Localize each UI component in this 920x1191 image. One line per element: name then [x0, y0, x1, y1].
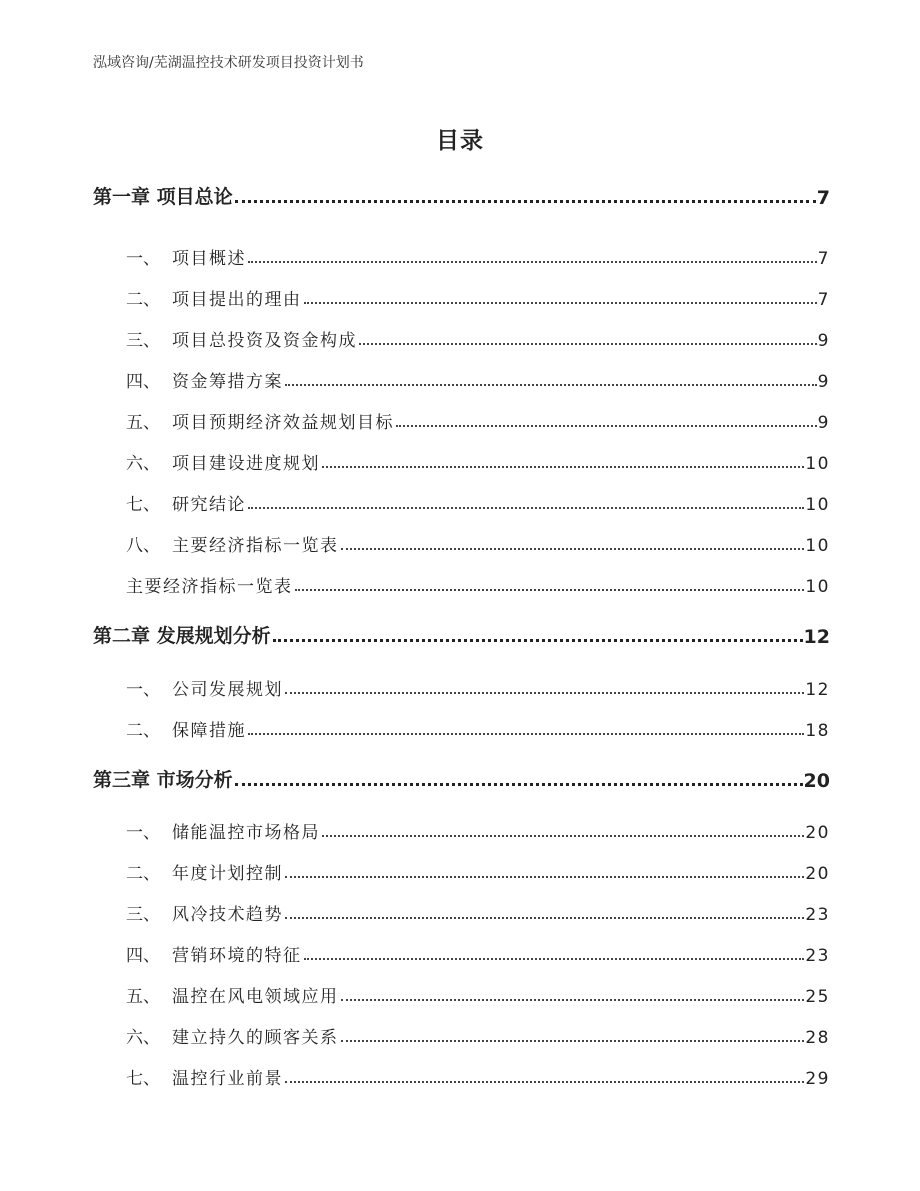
toc-entry-number: 五、: [126, 987, 160, 1007]
toc-section-entry[interactable]: [126, 325, 830, 351]
toc-page-number: 29: [805, 1069, 830, 1089]
running-header: 泓域咨询/芜湖温控技术研发项目投资计划书: [93, 55, 364, 71]
toc-page-number: 12: [805, 680, 830, 700]
toc-entry-text: 项目总投资及资金构成: [172, 331, 357, 351]
toc-section-entry[interactable]: [126, 940, 830, 966]
toc-entry-number: 二、: [126, 721, 160, 741]
toc-page-number: 18: [805, 721, 830, 741]
toc-entry-label: [126, 1064, 283, 1089]
toc-entry-label: [93, 182, 233, 209]
toc-entry-number: 二、: [126, 864, 160, 884]
toc-section-entry[interactable]: [126, 817, 830, 843]
toc-entry-number: 四、: [126, 946, 160, 966]
toc-page-number: 20: [805, 823, 830, 843]
dot-leader: [304, 958, 805, 960]
dot-leader: [235, 200, 816, 203]
dot-leader: [322, 835, 804, 837]
dot-leader: [235, 783, 803, 786]
toc-entry-text: 建立持久的顾客关系: [172, 1028, 339, 1048]
toc-entry-label: [126, 572, 293, 597]
toc-entry-label: [126, 716, 246, 741]
toc-page-number: 7: [817, 249, 830, 269]
toc-entry-number: 三、: [126, 905, 160, 925]
toc-page-number: 9: [817, 331, 830, 351]
dot-leader: [295, 589, 805, 591]
toc-entry-text: 主要经济指标一览表: [172, 536, 339, 556]
toc-entry-number: 一、: [126, 680, 160, 700]
toc-entry-text: 项目提出的理由: [172, 290, 302, 310]
toc-entry-text: 公司发展规划: [172, 680, 283, 700]
toc-page-number: 7: [816, 187, 830, 209]
toc-page-number: 10: [805, 495, 830, 515]
toc-chapter-entry[interactable]: [93, 183, 830, 209]
toc-entry-number: 四、: [126, 372, 160, 392]
toc-entry-number: 二、: [126, 290, 160, 310]
dot-leader: [285, 692, 804, 694]
toc-section-entry[interactable]: [126, 674, 830, 700]
toc-entry-label: [126, 900, 283, 925]
dot-leader: [285, 876, 804, 878]
toc-entry-label: [93, 621, 271, 648]
toc-entry-label: [126, 408, 394, 433]
toc-page-number: 23: [805, 946, 830, 966]
toc-section-entry[interactable]: [126, 530, 830, 556]
toc-chapter-entry[interactable]: [93, 622, 830, 648]
toc-entry-label: [126, 941, 302, 966]
toc-entry-text: 项目概述: [172, 249, 246, 269]
toc-section-entry[interactable]: [126, 448, 830, 474]
toc-entry-text: 第一章 项目总论: [93, 186, 233, 208]
toc-entry-number: 七、: [126, 1069, 160, 1089]
toc-section-entry[interactable]: [126, 715, 830, 741]
dot-leader: [322, 466, 804, 468]
toc-entry-text: 温控在风电领域应用: [172, 987, 339, 1007]
toc-section-entry[interactable]: [126, 284, 830, 310]
toc-page-number: 7: [817, 290, 830, 310]
toc-entry-label: [126, 285, 302, 310]
toc-entry-text: 研究结论: [172, 495, 246, 515]
toc-section-entry[interactable]: [126, 489, 830, 515]
toc-entry-number: 五、: [126, 413, 160, 433]
toc-entry-number: 七、: [126, 495, 160, 515]
toc-section-entry[interactable]: [126, 243, 830, 269]
toc-entry-label: [126, 859, 283, 884]
toc-entry-text: 保障措施: [172, 721, 246, 741]
toc-section-entry[interactable]: [126, 899, 830, 925]
toc-entry-number: 一、: [126, 249, 160, 269]
toc-section-entry[interactable]: [126, 981, 830, 1007]
toc-entry-text: 风冷技术趋势: [172, 905, 283, 925]
toc-entry-text: 第二章 发展规划分析: [93, 625, 271, 647]
toc-entry-number: 六、: [126, 454, 160, 474]
dot-leader: [341, 548, 805, 550]
page-title: 目录: [436, 128, 484, 154]
toc-section-entry[interactable]: [126, 407, 830, 433]
toc-page-number: 9: [817, 372, 830, 392]
toc-entry-label: [126, 244, 246, 269]
toc-entry-text: 储能温控市场格局: [172, 823, 320, 843]
toc-entry-label: [126, 367, 283, 392]
toc-entry-text: 项目预期经济效益规划目标: [172, 413, 394, 433]
toc-page-number: 28: [805, 1028, 830, 1048]
toc-entry-label: [126, 449, 320, 474]
toc-section-entry[interactable]: [126, 366, 830, 392]
toc-section-entry[interactable]: [126, 1022, 830, 1048]
toc-entry-number: 八、: [126, 536, 160, 556]
dot-leader: [341, 1040, 805, 1042]
toc-entry-number: 一、: [126, 823, 160, 843]
dot-leader: [248, 733, 804, 735]
toc-entry-label: [126, 982, 339, 1007]
toc-entry-label: [126, 818, 320, 843]
toc-entry-label: [126, 490, 246, 515]
dot-leader: [285, 917, 804, 919]
dot-leader: [248, 261, 817, 263]
toc-entry-label: [126, 531, 339, 556]
toc-entry-label: [126, 326, 357, 351]
dot-leader: [248, 507, 804, 509]
toc-entry-label: [93, 765, 233, 792]
toc-entry-text: 资金筹措方案: [172, 372, 283, 392]
toc-entry-text: 年度计划控制: [172, 864, 283, 884]
toc-page-number: 25: [805, 987, 830, 1007]
toc-section-entry[interactable]: [126, 571, 830, 597]
dot-leader: [285, 384, 817, 386]
dot-leader: [304, 302, 817, 304]
toc-entry-text: 主要经济指标一览表: [126, 577, 293, 597]
toc-entry-number: 三、: [126, 331, 160, 351]
toc-entry-text: 第三章 市场分析: [93, 769, 233, 791]
toc-page-number: 10: [805, 536, 830, 556]
toc-entry-label: [126, 675, 283, 700]
toc-page-number: 9: [817, 413, 830, 433]
toc-entry-text: 项目建设进度规划: [172, 454, 320, 474]
toc-page-number: 10: [805, 454, 830, 474]
toc-page-number: 20: [805, 864, 830, 884]
toc-section-entry[interactable]: [126, 858, 830, 884]
toc-entry-label: [126, 1023, 339, 1048]
toc-page-number: 20: [803, 770, 830, 792]
dot-leader: [273, 639, 803, 642]
toc-chapter-entry[interactable]: [93, 766, 830, 792]
toc-section-entry[interactable]: [126, 1063, 830, 1089]
toc-entry-number: 六、: [126, 1028, 160, 1048]
toc-page-number: 23: [805, 905, 830, 925]
toc-entry-text: 温控行业前景: [172, 1069, 283, 1089]
dot-leader: [285, 1081, 804, 1083]
dot-leader: [341, 999, 805, 1001]
dot-leader: [359, 343, 817, 345]
dot-leader: [396, 425, 817, 427]
toc-entry-text: 营销环境的特征: [172, 946, 302, 966]
toc-page-number: 10: [805, 577, 830, 597]
toc-page-number: 12: [803, 626, 830, 648]
